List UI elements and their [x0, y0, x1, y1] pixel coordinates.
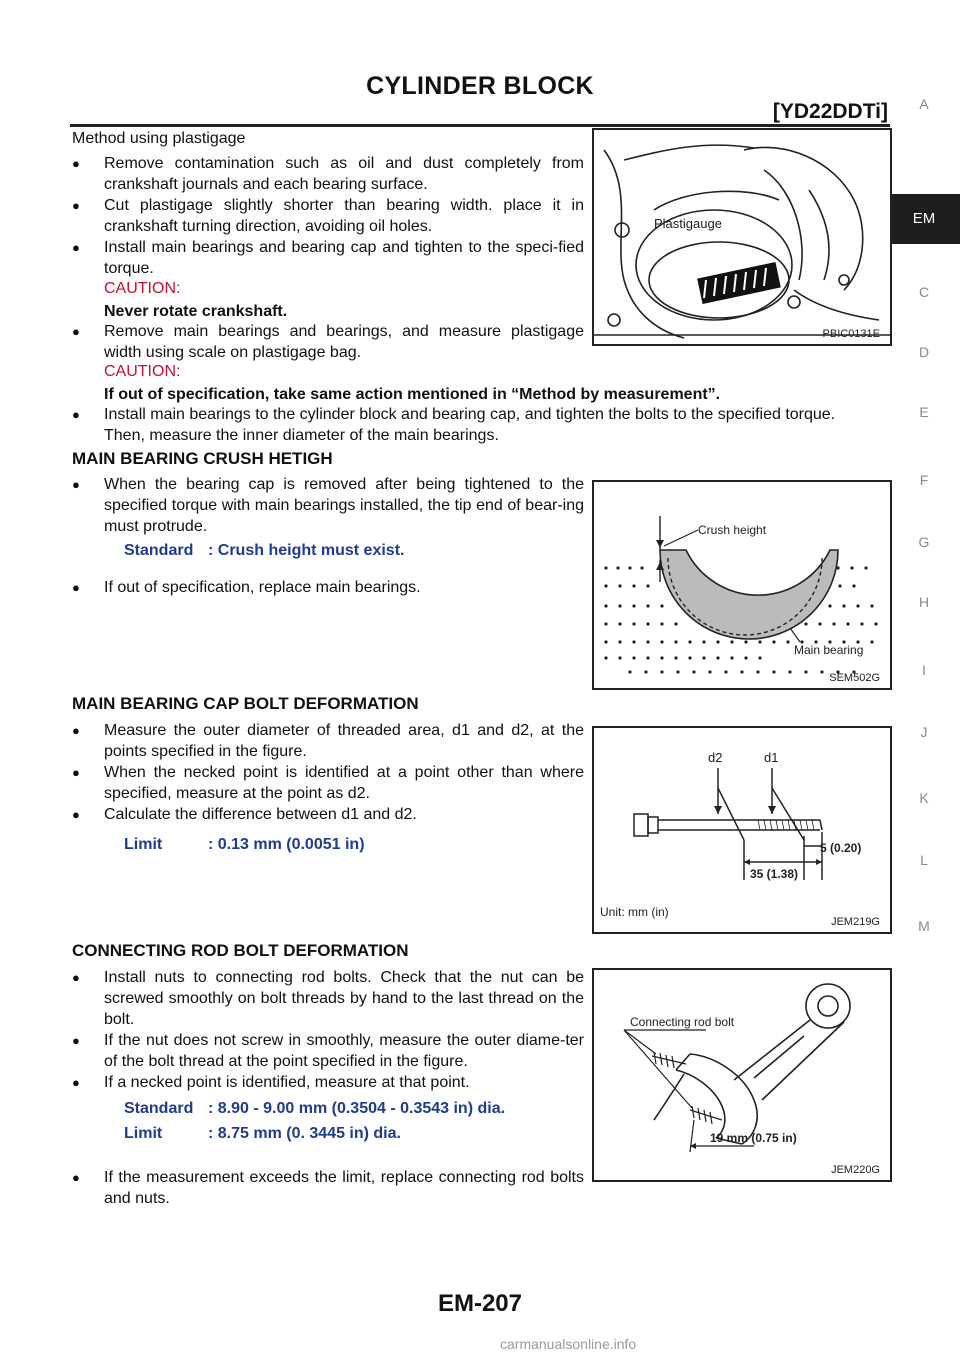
bullet-icon: ●: [72, 580, 80, 595]
figure-dimension: 35 (1.38): [750, 867, 799, 881]
section-letter-h[interactable]: H: [918, 594, 930, 610]
section-heading: MAIN BEARING CAP BOLT DEFORMATION: [72, 694, 419, 713]
spec-row: [124, 1100, 505, 1118]
list-item-text: Install nuts to connecting rod bolts. Check that the nut can be screwed smoothly on bolt threads by hand to the last thread on the bolt.: [104, 969, 584, 1028]
list-item-text: If the nut does not screw in smoothly, measure the outer diame-ter of the bolt thread at the point specified in the figure.: [104, 1032, 584, 1070]
spec-value: : 8.75 mm (0. 3445 in) dia.: [208, 1125, 401, 1142]
list-item: [72, 1072, 584, 1094]
spec-label: Limit: [124, 836, 163, 853]
engine-code: [YD22DDTi]: [772, 100, 888, 123]
caution-label: CAUTION:: [104, 363, 181, 380]
list-item-line: Install main bearings to the cylinder block and bearing cap, and tighten the bolts to the specified torque.: [104, 406, 836, 423]
list-item-text: When the necked point is identified at a point other than where specified, measure at the point as d2.: [104, 764, 584, 802]
list-item: [72, 195, 584, 239]
list-item-text: If a necked point is identified, measure at that point.: [104, 1074, 470, 1091]
figure-code: SEM502G: [829, 672, 880, 684]
bullet-icon: ●: [72, 407, 80, 422]
bullet-icon: ●: [72, 723, 80, 738]
figure-label: Crush height: [698, 523, 767, 537]
list-item: [72, 474, 584, 538]
figure-plastigauge: [592, 128, 892, 346]
figure-unit: Unit: mm (in): [600, 905, 669, 919]
list-item-text: If the measurement exceeds the limit, replace connecting rod bolts and nuts.: [104, 1169, 584, 1207]
list-item-text: If out of specification, replace main bearings.: [104, 579, 421, 596]
list-item: [72, 404, 892, 448]
list-item-text: Cut plastigage slightly shorter than bearing width. place it in crankshaft turning direction, avoiding oil holes.: [104, 197, 584, 235]
list-item-text: Measure the outer diameter of threaded area, d1 and d2, at the points specified in the figure.: [104, 722, 584, 760]
figure-dimension: 5 (0.20): [820, 841, 862, 855]
bullet-icon: ●: [72, 765, 80, 780]
list-item: [72, 720, 584, 764]
list-item-line: Then, measure the inner diameter of the main bearings.: [104, 427, 499, 444]
bullet-icon: ●: [72, 240, 80, 255]
figure-cap-bolt: [592, 726, 892, 934]
watermark: carmanualsonline.info: [500, 1336, 637, 1352]
figure-label: Main bearing: [794, 643, 864, 657]
list-item-text: [104, 404, 892, 446]
caution-text: If out of specification, take same action mentioned in “Method by measurement”.: [104, 386, 721, 403]
section-letter-e[interactable]: E: [919, 404, 929, 420]
list-item: [72, 153, 584, 197]
plastigauge-illustration: [594, 130, 890, 344]
list-item: [72, 577, 584, 599]
bullet-icon: ●: [72, 1170, 80, 1185]
figure-code: JEM220G: [831, 1164, 880, 1176]
section-heading: CONNECTING ROD BOLT DEFORMATION: [72, 941, 409, 960]
section-letter-i[interactable]: I: [922, 662, 926, 678]
crush-height-illustration: [594, 482, 890, 688]
page-number: EM-207: [437, 1290, 523, 1317]
bullet-icon: ●: [72, 970, 80, 985]
spec-row: [124, 542, 404, 560]
bullet-icon: ●: [72, 198, 80, 213]
spec-row: [124, 1125, 401, 1143]
list-item-text: When the bearing cap is removed after being tightened to the specified torque with main bearings installed, the tip end of bear-ing must protrude.: [104, 476, 584, 535]
list-item-text: Install main bearings and bearing cap and tighten to the speci-fied torque.: [104, 239, 584, 277]
spec-label: Standard: [124, 542, 194, 559]
figure-code: PBIC0131E: [822, 328, 880, 340]
section-letter-c[interactable]: C: [918, 284, 930, 300]
figure-crush-height: [592, 480, 892, 690]
list-item-text: Calculate the difference between d1 and d2.: [104, 806, 417, 823]
spec-label: Limit: [124, 1125, 163, 1142]
plastigage-intro: Method using plastigage: [72, 130, 246, 147]
header-rule: [70, 124, 890, 127]
list-item-text: Remove contamination such as oil and dust completely from crankshaft journals and each bearing surface.: [104, 155, 584, 193]
section-tab-em[interactable]: EM: [888, 194, 960, 244]
list-item: [72, 762, 584, 806]
section-letter-l[interactable]: L: [920, 852, 928, 868]
bullet-icon: ●: [72, 1075, 80, 1090]
figure-label: Plastigauge: [654, 216, 722, 231]
section-letter-f[interactable]: F: [919, 472, 929, 488]
bullet-icon: ●: [72, 324, 80, 339]
spec-value: : Crush height must exist.: [208, 542, 405, 559]
figure-code: JEM219G: [831, 916, 880, 928]
bullet-icon: ●: [72, 477, 80, 492]
list-item-text: Remove main bearings and bearings, and measure plastigage width using scale on plastigage bag.: [104, 323, 584, 361]
list-item: [72, 967, 584, 1031]
section-letter-m[interactable]: M: [918, 918, 930, 934]
section-letter-a[interactable]: A: [919, 96, 929, 112]
list-item: [72, 804, 584, 826]
spec-label: Standard: [124, 1100, 194, 1117]
section-letter-g[interactable]: G: [918, 534, 930, 550]
bullet-icon: ●: [72, 1033, 80, 1048]
figure-dimension: 19 mm (0.75 in): [710, 1131, 797, 1145]
section-letter-d[interactable]: D: [918, 344, 930, 360]
list-item: [72, 1030, 584, 1074]
bullet-icon: ●: [72, 807, 80, 822]
cap-bolt-illustration: [594, 728, 890, 932]
spec-row: [124, 836, 365, 854]
figure-label-d2: d2: [708, 750, 723, 765]
figure-label: Connecting rod bolt: [630, 1015, 735, 1029]
list-item: [72, 321, 584, 365]
caution-label: CAUTION:: [104, 280, 181, 297]
list-item: [72, 237, 584, 281]
section-heading: MAIN BEARING CRUSH HETIGH: [72, 449, 333, 468]
section-letter-j[interactable]: J: [920, 724, 928, 740]
bullet-icon: ●: [72, 156, 80, 171]
caution-text: Never rotate crankshaft.: [104, 303, 288, 320]
list-item: [72, 1167, 584, 1211]
spec-value: : 8.90 - 9.00 mm (0.3504 - 0.3543 in) dia.: [208, 1100, 506, 1117]
figure-connecting-rod: [592, 968, 892, 1182]
connecting-rod-illustration: [594, 970, 890, 1180]
figure-label-d1: d1: [764, 750, 779, 765]
section-letter-k[interactable]: K: [919, 790, 929, 806]
page-title: CYLINDER BLOCK: [366, 72, 594, 100]
spec-value: : 0.13 mm (0.0051 in): [208, 836, 365, 853]
